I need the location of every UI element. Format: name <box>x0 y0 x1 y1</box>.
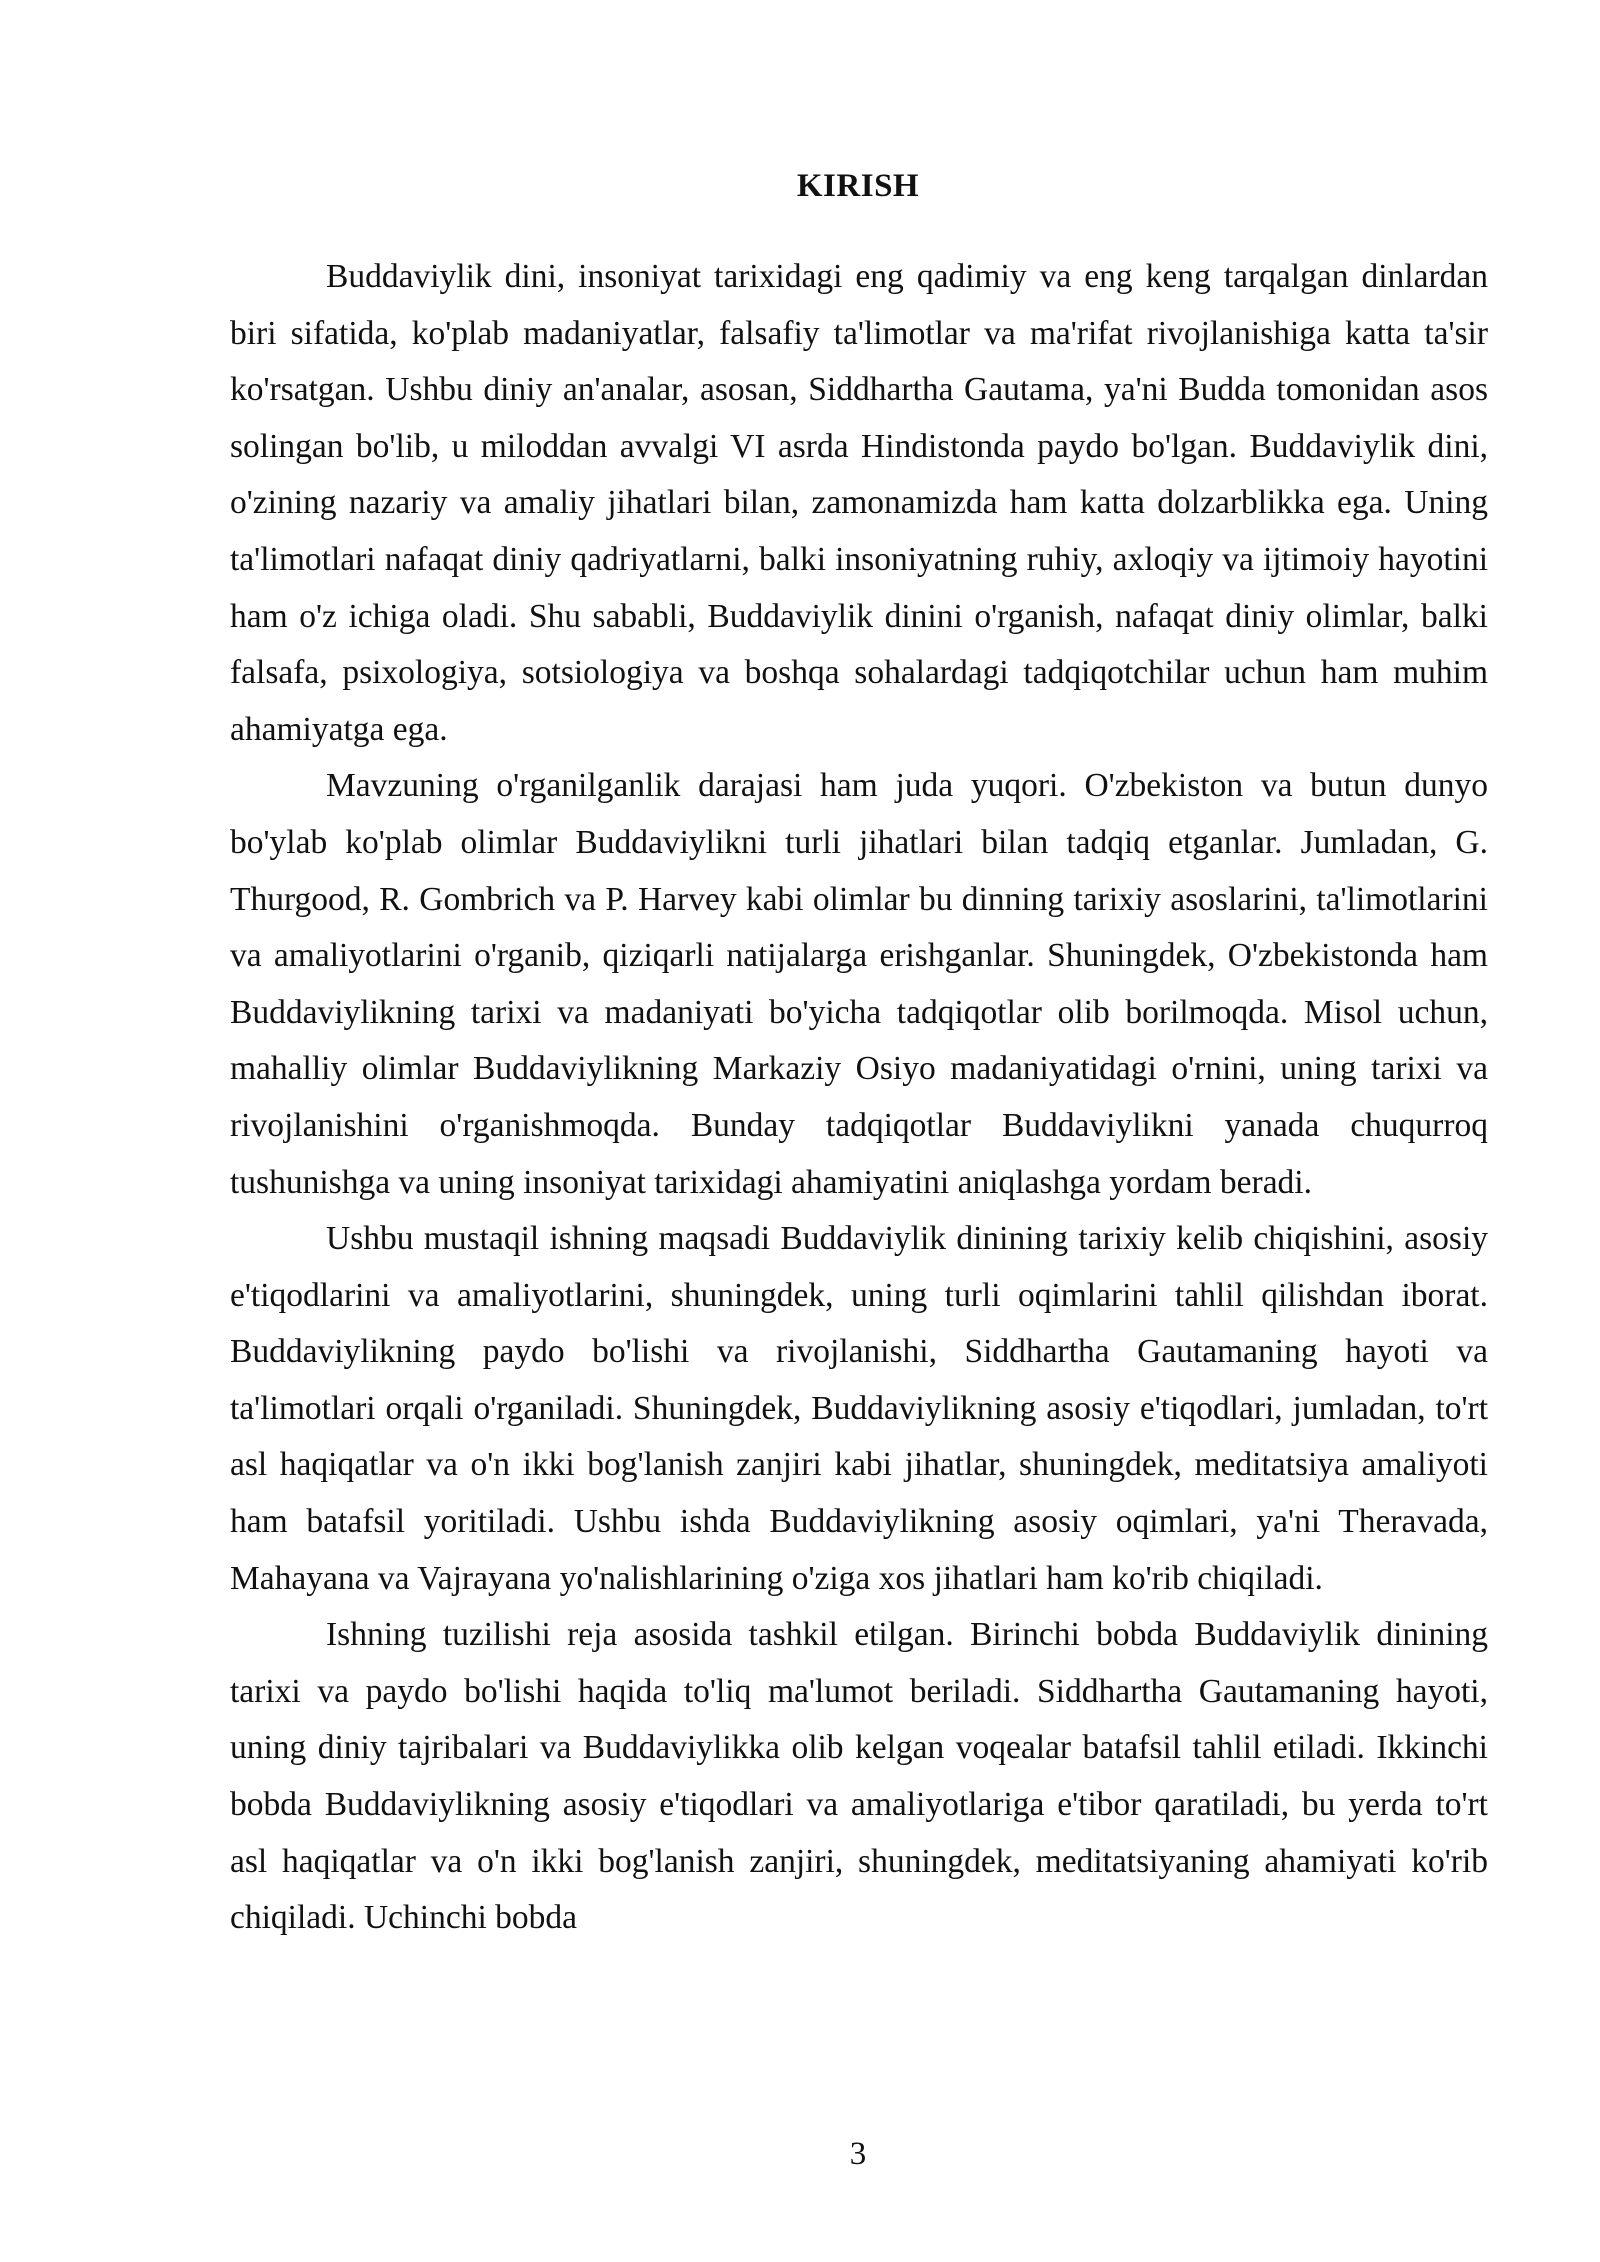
page-number: 3 <box>849 2136 867 2172</box>
paragraph-intro: Buddaviylik dini, insoniyat tarixidagi eng qadimiy va eng keng tarqalgan dinlardan biri sifatida, ko'plab madaniyatlar, falsafiy ta'limotlar va ma'rifat rivojlanishiga katta ta'sir ko'rsatgan. Ushbu diniy an'analar, asosan, Siddhartha Gautama, ya'ni Budda tomonidan asos solingan bo'lib, u miloddan avvalgi VI asrda Hindistonda paydo bo'lgan. Buddaviylik dini, o'zining nazariy va amaliy jihatlari bilan, zamonamizda ham katta dolzarblikka ega. Uning ta'limotlari nafaqat diniy qadriyatlarni, balki insoniyatning ruhiy, axloqiy va ijtimoiy hayotini ham o'z ichiga oladi. Shu sababli, Buddaviylik dinini o'rganish, nafaqat diniy olimlar, balki falsafa, psixologiya, sotsiologiya va boshqa sohalardagi tadqiqotchilar uchun ham muhim ahamiyatga ega. <box>230 258 1488 748</box>
body-text <box>230 249 1488 2173</box>
paragraph-structure: Ishning tuzilishi reja asosida tashkil etilgan. Birinchi bobda Buddaviylik dinining tarixi va paydo bo'lishi haqida to'liq ma'lumot beriladi. Siddhartha Gautamaning hayoti, uning diniy tajribalari va Buddaviylikka olib kelgan voqealar batafsil tahlil etiladi. Ikkinchi bobda Buddaviylikning asosiy e'tiqodlari va amaliyotlariga e'tibor qaratiladi, bu yerda to'rt asl haqiqatlar va o'n ikki bog'lanish zanjiri, shuningdek, meditatsiyaning ahamiyati ko'rib chiqiladi. Uchinchi bobda <box>230 1616 1488 1937</box>
paragraph-aim: Ushbu mustaqil ishning maqsadi Buddaviylik dinining tarixiy kelib chiqishini, asosiy e'tiqodlarini va amaliyotlarini, shuningdek, uning turli oqimlarini tahlil qilishdan iborat. Buddaviylikning paydo bo'lishi va rivojlanishi, Siddhartha Gautamaning hayoti va ta'limotlari orqali o'rganiladi. Shuningdek, Buddaviylikning asosiy e'tiqodlari, jumladan, to'rt asl haqiqatlar va o'n ikki bog'lanish zanjiri kabi jihatlar, shuningdek, meditatsiya amaliyoti ham batafsil yoritiladi. Ushbu ishda Buddaviylikning asosiy oqimlari, ya'ni Theravada, Mahayana va Vajrayana yo'nalishlarining o'ziga xos jihatlari ham ko'rib chiqiladi. <box>230 1220 1488 1597</box>
section-heading: KIRISH <box>796 168 920 204</box>
paragraph-research-level: Mavzuning o'rganilganlik darajasi ham juda yuqori. O'zbekiston va butun dunyo bo'ylab ko'plab olimlar Buddaviylikni turli jihatlari bilan tadqiq etganlar. Jumladan, G. Thurgood, R. Gombrich va P. Harvey kabi olimlar bu dinning tarixiy asoslarini, ta'limotlarini va amaliyotlarini o'rganib, qiziqarli natijalarga erishganlar. Shuningdek, O'zbekistonda ham Buddaviylikning tarixi va madaniyati bo'yicha tadqiqotlar olib borilmoqda. Misol uchun, mahalliy olimlar Buddaviylikning Markaziy Osiyo madaniyatidagi o'rnini, uning tarixi va rivojlanishini o'rganishmoqda. Bunday tadqiqotlar Buddaviylikni yanada chuqurroq tushunishga va uning insoniyat tarixidagi ahamiyatini aniqlashga yordam beradi. <box>230 767 1488 1201</box>
